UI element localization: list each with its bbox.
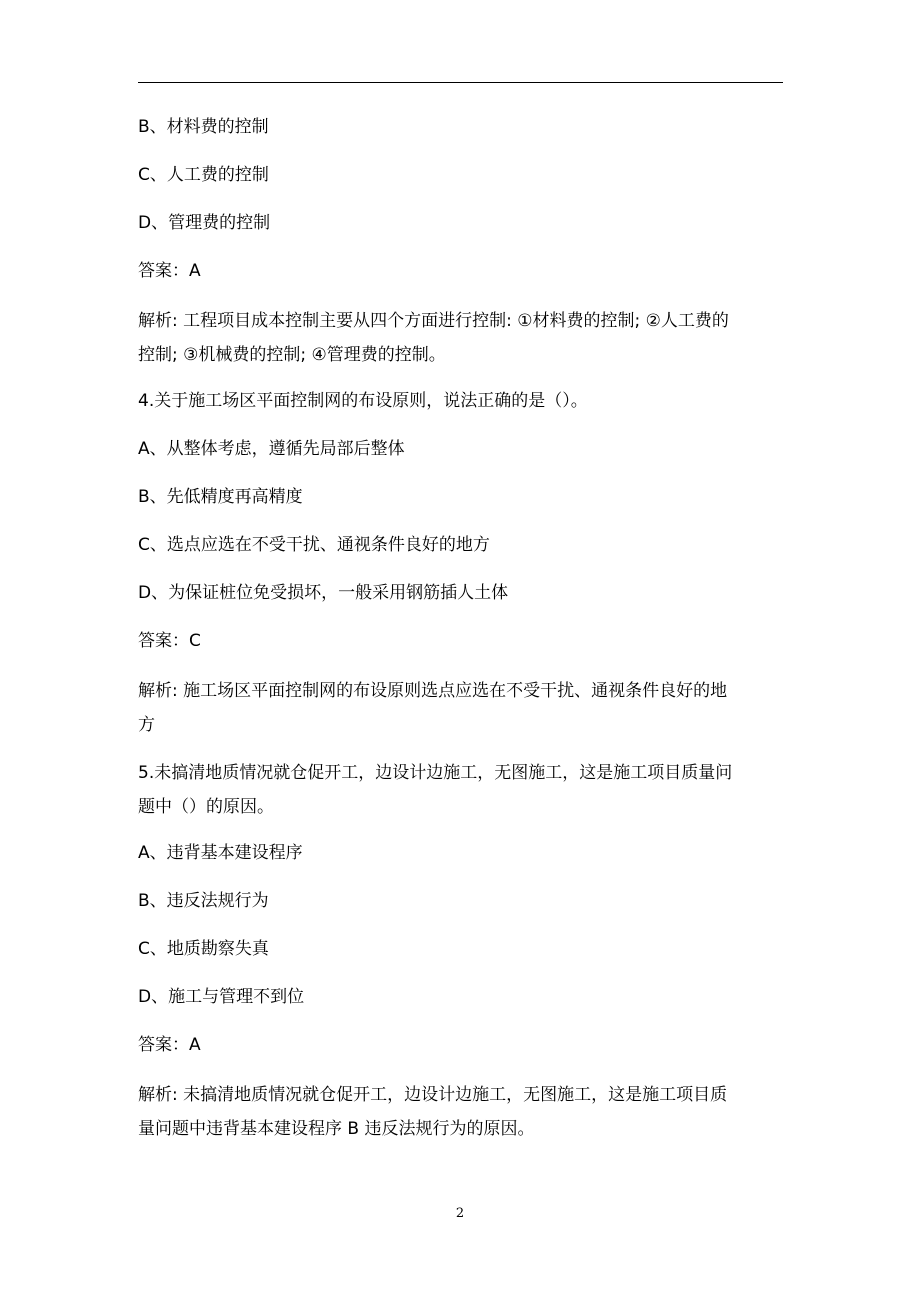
q4-option-b: B、先低精度再高精度 bbox=[138, 487, 303, 507]
q3-analysis bbox=[138, 304, 786, 372]
q4-option-d: D、为保证桩位免受损坏，一般采用钢筋插人土体 bbox=[138, 583, 509, 603]
q5-option-b: B、违反法规行为 bbox=[138, 891, 269, 911]
q4-option-a: A、从整体考虑，遵循先局部后整体 bbox=[138, 439, 405, 459]
q3-option-c: C、人工费的控制 bbox=[138, 165, 269, 185]
q5-question bbox=[138, 756, 786, 824]
q5-analysis-line1: 解析: 未搞清地质情况就仓促开工，边设计边施工，无图施工，这是施工项目质 bbox=[138, 1085, 728, 1105]
q3-option-d: D、管理费的控制 bbox=[138, 213, 271, 233]
q5-option-d: D、施工与管理不到位 bbox=[138, 987, 305, 1007]
q5-option-c: C、地质勘察失真 bbox=[138, 939, 269, 959]
q3-option-b: B、材料费的控制 bbox=[138, 117, 269, 137]
q5-question-line1: 5.未搞清地质情况就仓促开工，边设计边施工，无图施工，这是施工项目质量问 bbox=[138, 763, 733, 783]
q4-analysis-line1: 解析: 施工场区平面控制网的布设原则选点应选在不受干扰、通视条件良好的地 bbox=[138, 681, 728, 701]
q5-analysis bbox=[138, 1078, 786, 1146]
q4-analysis bbox=[138, 674, 786, 742]
q4-question: 4.关于施工场区平面控制网的布设原则，说法正确的是（）。 bbox=[138, 391, 588, 411]
q5-answer: 答案：A bbox=[138, 1035, 201, 1055]
q4-option-c: C、选点应选在不受干扰、通视条件良好的地方 bbox=[138, 535, 490, 555]
header-rule bbox=[138, 82, 783, 83]
q4-answer: 答案：C bbox=[138, 631, 201, 651]
page-content bbox=[138, 112, 786, 1160]
q3-analysis-line1: 解析: 工程项目成本控制主要从四个方面进行控制: ①材料费的控制; ②人工费的 bbox=[138, 311, 729, 331]
q5-analysis-line2: 量问题中违背基本建设程序 B 违反法规行为的原因。 bbox=[138, 1119, 535, 1139]
q5-question-line2: 题中（）的原因。 bbox=[138, 797, 274, 817]
q3-answer: 答案：A bbox=[138, 261, 201, 281]
q5-option-a: A、违背基本建设程序 bbox=[138, 843, 303, 863]
q3-analysis-line2: 控制; ③机械费的控制; ④管理费的控制。 bbox=[138, 345, 446, 365]
q4-analysis-line2: 方 bbox=[138, 715, 155, 735]
page-number: 2 bbox=[455, 1206, 465, 1221]
